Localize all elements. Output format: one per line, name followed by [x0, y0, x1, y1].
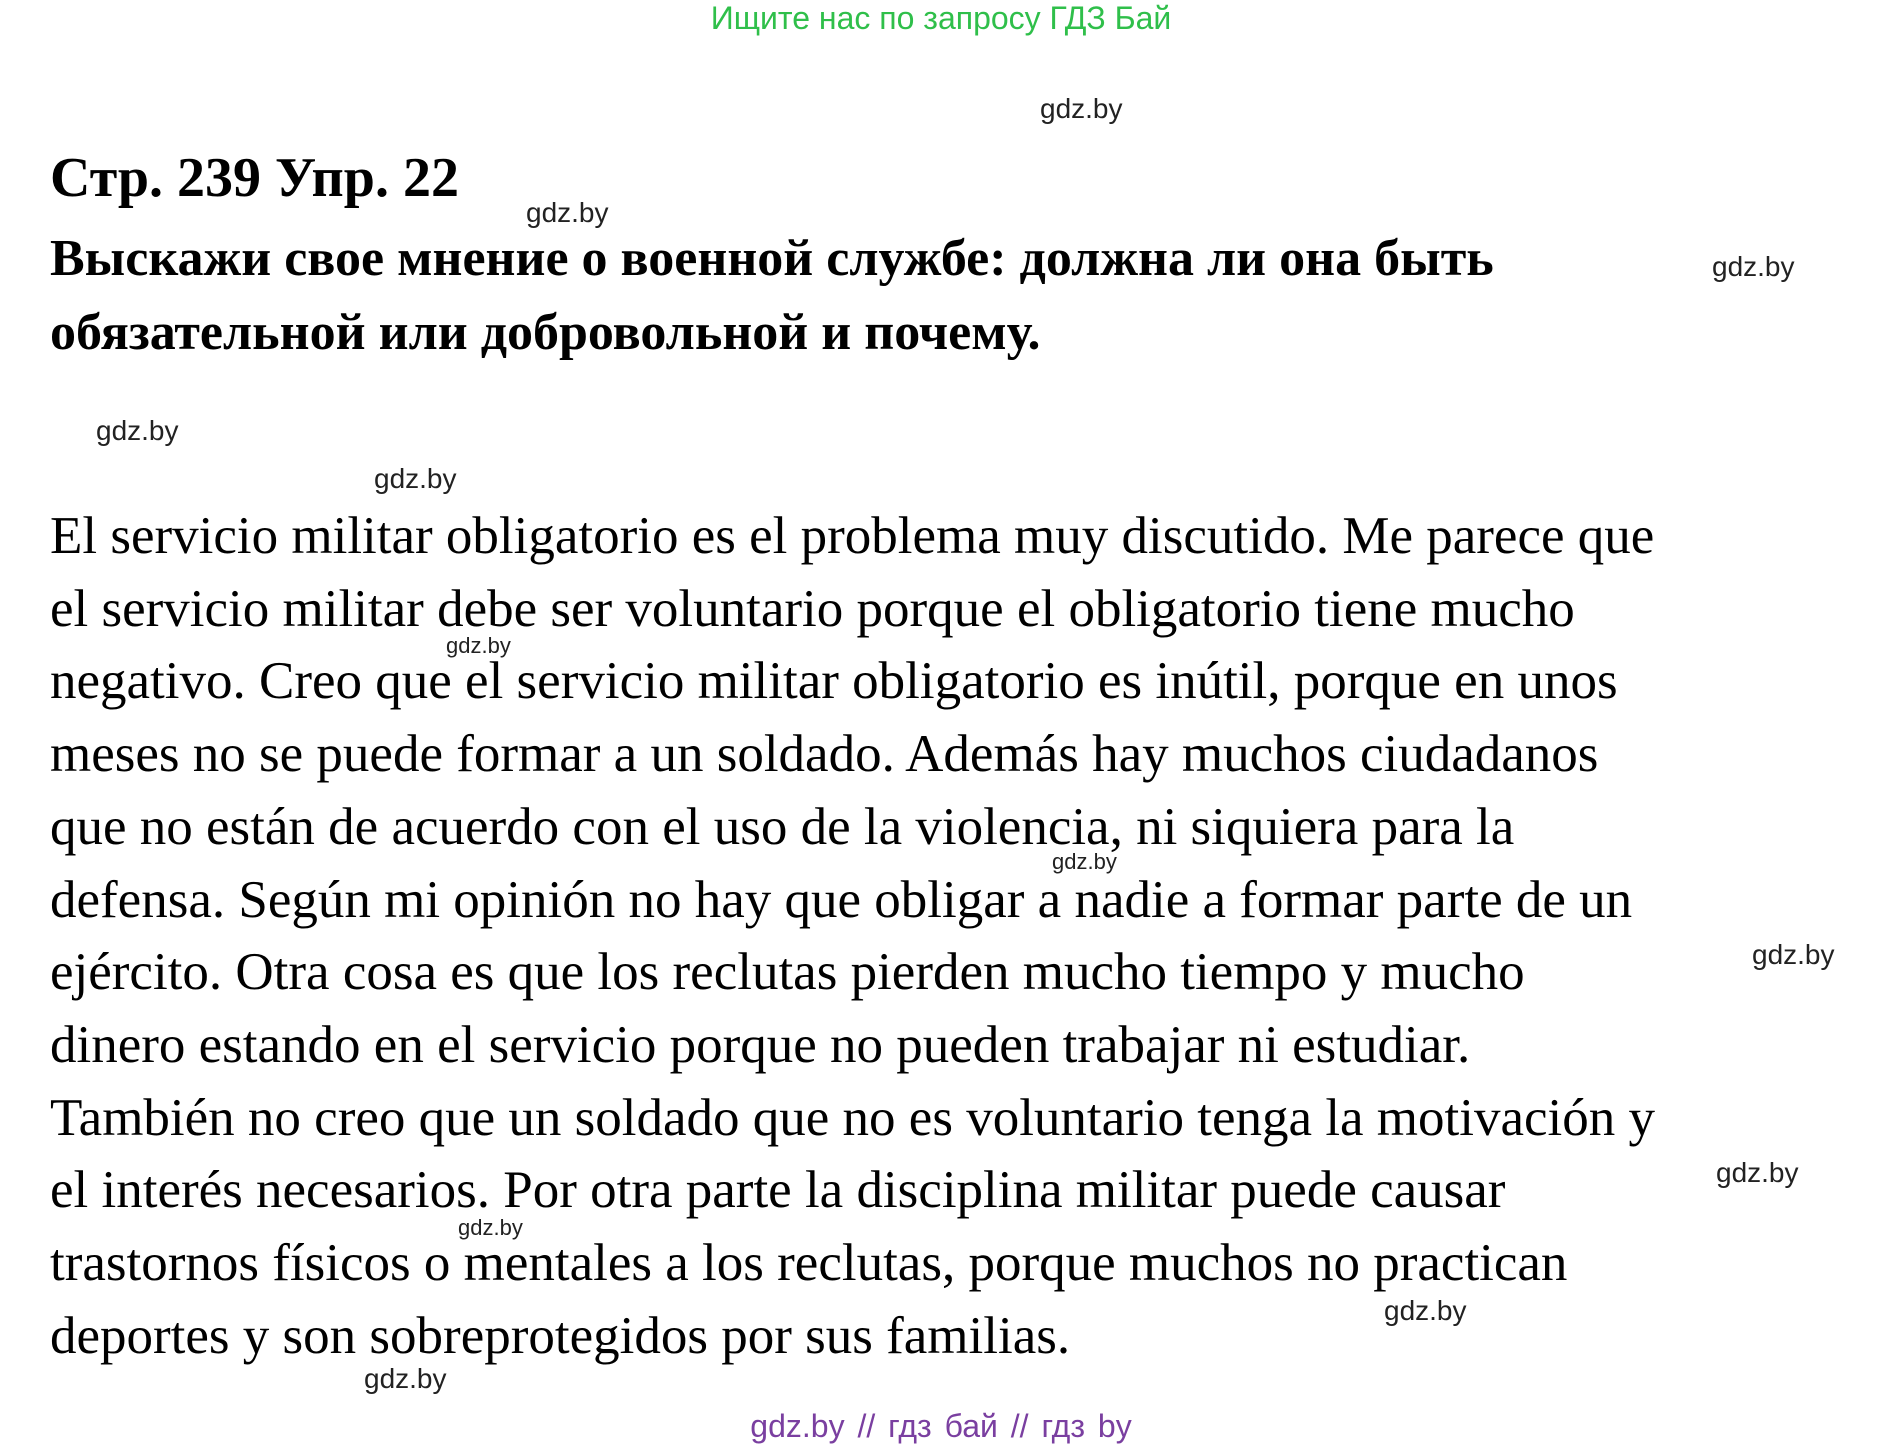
watermark: gdz.by	[446, 633, 511, 658]
page-title: Стр. 239 Упр. 22	[50, 147, 459, 209]
answer-line: el interés necesarios. Por otra parte la disciplina militar puede causar	[50, 1161, 1506, 1220]
watermark: gdz.by	[1752, 939, 1835, 970]
answer-line: El servicio militar obligatorio es el problema muy discutido. Me parece que	[50, 507, 1655, 565]
answer-line: dinero estando en el servicio porque no pueden trabajar ni estudiar.	[50, 1015, 1471, 1074]
task-heading-line: Выскажи свое мнение о военной службе: должна ли она быть	[50, 230, 1494, 287]
watermark: gdz.by	[458, 1215, 523, 1240]
watermark: gdz.by	[1712, 251, 1795, 282]
answer-line: negativo. Creo que el servicio militar obligatorio es inútil, porque en unos	[50, 652, 1618, 711]
answer-line: que no están de acuerdo con el uso de la violencia, ni siquiera para la	[50, 797, 1515, 856]
watermark: gdz.by	[1052, 849, 1117, 874]
answer-line: ejército. Otra cosa es que los reclutas pierden mucho tiempo y mucho	[50, 943, 1525, 1002]
watermark: gdz.by	[1716, 1157, 1799, 1188]
answer-line: defensa. Según mi opinión no hay que obligar a nadie a formar parte de un	[50, 870, 1633, 929]
answer-line: el servicio militar debe ser voluntario porque el obligatorio tiene mucho	[50, 579, 1575, 638]
watermark: gdz.by	[1040, 93, 1123, 124]
task-heading	[50, 222, 1494, 370]
answer-line: deportes y son sobreprotegidos por sus familias.	[50, 1306, 1071, 1365]
watermark: gdz.by	[96, 415, 179, 446]
search-banner: Ищите нас по запросу ГДЗ Бай	[710, 0, 1172, 36]
answer-line: trastornos físicos o mentales a los reclutas, porque muchos no practican	[50, 1234, 1568, 1293]
watermark: gdz.by	[1384, 1295, 1467, 1326]
task-heading-line: обязательной или добровольной и почему.	[50, 304, 1041, 361]
watermark: gdz.by	[364, 1363, 447, 1394]
answer-text	[50, 500, 1655, 1372]
watermark: gdz.by	[374, 463, 457, 494]
answer-line: meses no se puede formar a un soldado. Además hay muchos ciudadanos	[50, 725, 1599, 784]
watermark: gdz.by	[526, 197, 609, 228]
answer-line: También no creo que un soldado que no es voluntario tenga la motivación y	[50, 1088, 1656, 1147]
footer-links: gdz.by // гдз бай // гдз by	[750, 1408, 1132, 1444]
